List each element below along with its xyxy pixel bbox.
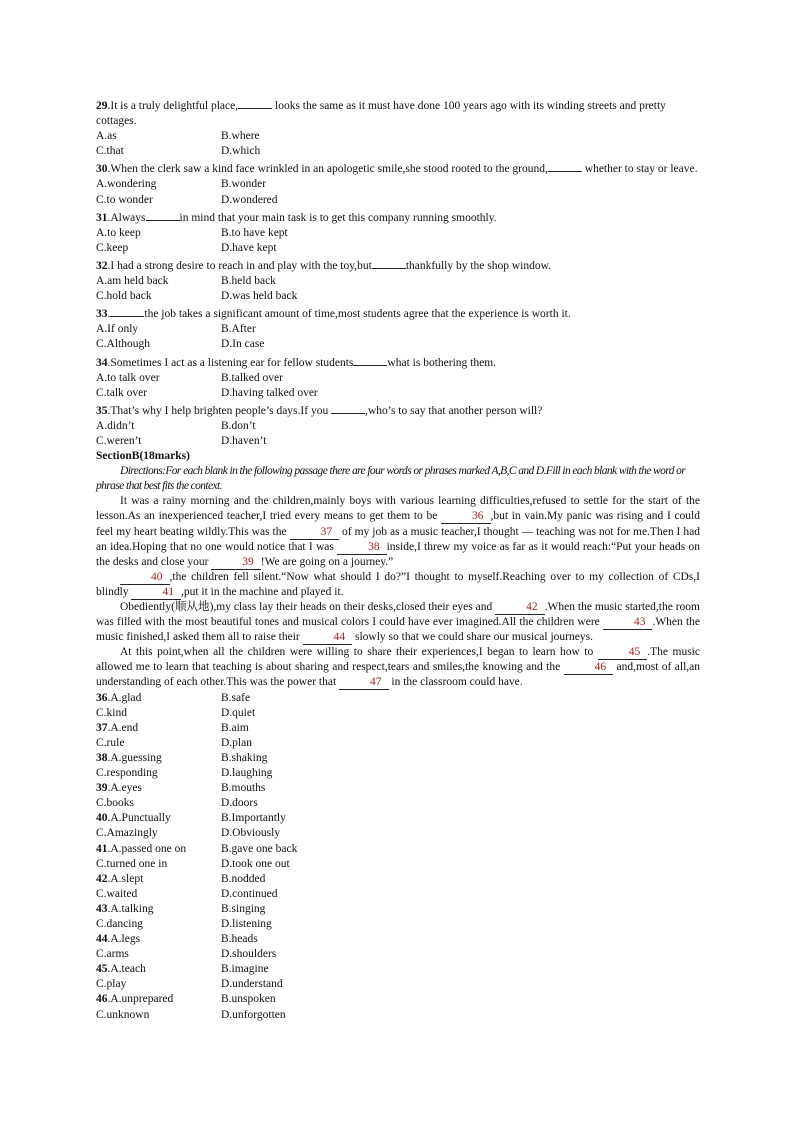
option-c: C.weren’t: [96, 434, 142, 447]
question-number: 31: [96, 211, 108, 224]
item-number: 42: [96, 872, 108, 885]
option-c: C.waited: [96, 887, 138, 900]
option-d: D.shoulders: [221, 948, 277, 961]
option-b: B.wonder: [221, 178, 267, 191]
numbered-blank: 45: [598, 646, 648, 660]
numbered-blank: 43: [603, 616, 653, 630]
option-b: B.don’t: [221, 419, 256, 432]
options-row: 41.A.passed one on B.gave one back: [96, 842, 700, 857]
item-number: 46: [96, 993, 108, 1006]
option-d: D.took one out: [221, 857, 290, 870]
item-number: 37: [96, 721, 108, 734]
option-d: D.unforgotten: [221, 1008, 286, 1021]
option-d: D.quiet: [221, 706, 256, 719]
option-c: C.Although: [96, 338, 150, 351]
options-row: [96, 917, 700, 932]
options-row: [96, 857, 700, 872]
numbered-blank: 40: [120, 571, 170, 585]
options-row: [96, 289, 700, 304]
option-a: A.end: [110, 721, 139, 734]
option-a: A.glad: [110, 691, 142, 704]
options-row: [96, 386, 700, 401]
options-row: 38.A.guessing B.shaking: [96, 751, 700, 766]
option-d: D.having talked over: [221, 386, 318, 399]
numbered-blank: 37: [290, 526, 340, 540]
item-number: 36: [96, 691, 108, 704]
option-b: B.held back: [221, 275, 276, 288]
stem-text: thankfully by the shop window.: [405, 259, 552, 272]
passage-paragraph: At this point,when all the children were willing to share their experiences,I began to learn how to 45 .The music allowed me to learn that teaching is about sharing and respect,tears and smiles,the knowing and the 46 and,most of all,an understanding of each other.This was the power that 47 in the classroom could have.: [96, 646, 700, 689]
options-row: 37.A.end B.aim: [96, 721, 700, 736]
option-c: C.to wonder: [96, 193, 153, 206]
options-row: [96, 434, 700, 449]
option-d: D.listening: [221, 917, 272, 930]
options-row: [96, 706, 700, 721]
options-row: [96, 177, 700, 192]
option-c: C.rule: [96, 736, 125, 749]
stem-text: what is bothering them.: [387, 356, 497, 369]
question-33: [96, 304, 700, 352]
options-row: [96, 977, 700, 992]
option-c: C.books: [96, 797, 135, 810]
option-c: C.Amazingly: [96, 827, 158, 840]
question-34: [96, 353, 700, 401]
option-a: A.slept: [110, 872, 144, 885]
option-c: C.play: [96, 978, 127, 991]
item-number: 39: [96, 782, 108, 795]
answer-blank: [331, 401, 365, 414]
question-35: [96, 401, 700, 449]
option-a: A.Punctually: [110, 812, 171, 825]
stem-text: It is a truly delightful place,: [110, 100, 239, 112]
option-c: C.that: [96, 145, 124, 158]
question-stem: 29.It is a truly delightful place, looks the same as it must have done 100 years ago with its winding streets and pretty cottages.: [96, 96, 700, 129]
options-row: [96, 887, 700, 902]
option-b: B.safe: [221, 691, 251, 704]
stem-text: Sometimes I act as a listening ear for fellow students: [110, 356, 354, 369]
question-number: 30: [96, 163, 108, 176]
option-d: D.wondered: [221, 193, 278, 206]
option-c: C.kind: [96, 706, 127, 719]
option-a: A.eyes: [110, 782, 142, 795]
option-d: D.was held back: [221, 290, 298, 303]
options-row: 40.A.Punctually B.Importantly: [96, 811, 700, 826]
answer-blank: [110, 304, 144, 317]
option-d: D.continued: [221, 887, 278, 900]
item-number: 45: [96, 963, 108, 976]
option-c: C.turned one in: [96, 857, 168, 870]
numbered-blank: 44: [303, 631, 353, 645]
options-row: 46.A.unprepared B.unspoken: [96, 992, 700, 1007]
option-d: D.which: [221, 145, 261, 158]
options-row: [96, 1008, 700, 1023]
options-row: [96, 796, 700, 811]
stem-text: When the clerk saw a kind face wrinkled in an apologetic smile,she stood rooted to the ground,: [110, 163, 548, 176]
item-number: 41: [96, 842, 108, 855]
option-d: D.understand: [221, 978, 283, 991]
options-row: [96, 736, 700, 751]
question-29: [96, 96, 700, 159]
option-a: A.If only: [96, 323, 139, 336]
option-d: D.laughing: [221, 767, 273, 780]
answer-blank: [238, 96, 272, 109]
question-stem: 33. the job takes a significant amount of time,most students agree that the experience is worth it.: [96, 304, 700, 322]
option-a: A.am held back: [96, 275, 169, 288]
option-a: A.unprepared: [110, 993, 174, 1006]
option-b: B.heads: [221, 933, 258, 946]
question-stem: 34.Sometimes I act as a listening ear for fellow students what is bothering them.: [96, 353, 700, 371]
option-b: B.aim: [221, 721, 249, 734]
section-directions: Directions:For each blank in the following passage there are four words or phrases marked A,B,C and D.Fill in each blank with the word or phrase that best fits the context.: [96, 465, 686, 493]
option-d: D.have kept: [221, 241, 277, 254]
option-c: C.responding: [96, 767, 158, 780]
numbered-blank: 42: [495, 601, 545, 615]
options-row: [96, 826, 700, 841]
option-c: C.unknown: [96, 1008, 150, 1021]
options-row: 39.A.eyes B.mouths: [96, 781, 700, 796]
stem-text: in mind that your main task is to get this company running smoothly.: [179, 211, 497, 224]
stem-text: the job takes a significant amount of time,most students agree that the experience is worth it.: [144, 308, 571, 321]
question-30: [96, 159, 700, 207]
option-a: A.teach: [110, 963, 146, 976]
question-31: [96, 208, 700, 256]
option-c: C.hold back: [96, 290, 152, 303]
question-32: [96, 256, 700, 304]
options-row: [96, 226, 700, 241]
option-a: A.passed one on: [110, 842, 187, 855]
item-number: 44: [96, 933, 108, 946]
option-b: B.shaking: [221, 751, 268, 764]
option-b: B.talked over: [221, 371, 283, 384]
question-stem: 35.That’s why I help brighten people’s days.If you ,who’s to say that another person will?: [96, 401, 700, 419]
passage-paragraph: It was a rainy morning and the children,mainly boys with various learning difficulties,refused to settle for the start of the lesson.As an inexperienced teacher,I tried every means to get them to be 36 ,but in vain.My panic was rising and I could feel my heart beating wildly.This was the 37 of my job as a music teacher,I thought — teaching was not for me.Then I had an idea.Hoping that no one would notice that I was 38 inside,I threw my voice as far as it would reach:“Put your heads on the desks and close your 39 !We are going on a journey.”: [96, 495, 700, 568]
options-row: [96, 419, 700, 434]
option-a: A.didn’t: [96, 419, 135, 432]
numbered-blank: 46: [564, 661, 614, 675]
question-number: 35: [96, 404, 108, 417]
options-row: [96, 322, 700, 337]
question-number: 33: [96, 308, 108, 321]
option-b: B.singing: [221, 902, 266, 915]
options-row: [96, 337, 700, 352]
option-b: B.Importantly: [221, 812, 286, 825]
numbered-blank: 38: [337, 541, 387, 555]
option-a: A.as: [96, 130, 117, 143]
option-d: D.Obviously: [221, 827, 281, 840]
stem-text: whether to stay or leave.: [581, 163, 698, 176]
option-d: D.plan: [221, 736, 252, 749]
question-stem: 31.Always in mind that your main task is to get this company running smoothly.: [96, 208, 700, 226]
options-row: [96, 241, 700, 256]
option-b: B.imagine: [221, 963, 269, 976]
option-c: C.arms: [96, 948, 129, 961]
option-a: A.wondering: [96, 178, 157, 191]
numbered-blank: 36: [441, 510, 491, 524]
cloze-options: [96, 691, 700, 1023]
passage-paragraph: 40 ,the children fell silent.“Now what should I do?”I thought to myself.Reaching over to my collection of CDs,I blindly 41 ,put it in the machine and played it.: [96, 570, 700, 598]
option-c: C.talk over: [96, 386, 148, 399]
numbered-blank: 39: [211, 556, 261, 570]
option-c: C.dancing: [96, 917, 143, 930]
stem-text: ,who’s to say that another person will?: [365, 404, 543, 417]
stem-text: I had a strong desire to reach in and play with the toy,but: [110, 259, 372, 272]
question-stem: 32.I had a strong desire to reach in and play with the toy,but thankfully by the shop window.: [96, 256, 700, 274]
option-b: B.mouths: [221, 782, 266, 795]
option-c: C.keep: [96, 241, 129, 254]
stem-text: looks the same as it must have done 100 years ago with its winding streets and pretty cottages.: [96, 100, 666, 128]
options-row: [96, 144, 700, 159]
option-d: D.doors: [221, 797, 258, 810]
options-row: [96, 947, 700, 962]
numbered-blank: 41: [131, 586, 181, 600]
option-b: B.where: [221, 130, 260, 143]
option-a: A.talking: [110, 902, 154, 915]
option-d: D.haven’t: [221, 434, 267, 447]
cloze-passage: [96, 494, 700, 690]
question-stem: 30.When the clerk saw a kind face wrinkled in an apologetic smile,she stood rooted to the ground, whether to stay or leave.: [96, 159, 700, 177]
options-row: 43.A.talking B.singing: [96, 902, 700, 917]
options-row: 44.A.legs B.heads: [96, 932, 700, 947]
options-row: [96, 274, 700, 289]
option-b: B.unspoken: [221, 993, 276, 1006]
stem-text: Always: [110, 211, 146, 224]
options-row: [96, 766, 700, 781]
numbered-blank: 47: [339, 676, 389, 690]
options-row: 36.A.glad B.safe: [96, 691, 700, 706]
options-row: 42.A.slept B.nodded: [96, 872, 700, 887]
passage-paragraph: Obediently(顺从地),my class lay their heads on their desks,closed their eyes and 42 .When the music started,the room was filled with the most beautiful tones and musical colors I could have ever imagined.All the children were 43 .When the music finished,I asked them all to raise their 44 slowly so that we could share our musical journeys.: [96, 601, 701, 644]
option-a: A.guessing: [110, 751, 162, 764]
option-a: A.to keep: [96, 226, 141, 239]
option-d: D.In case: [221, 338, 265, 351]
exam-page: [96, 96, 700, 1023]
options-row: [96, 129, 700, 144]
option-a: A.to talk over: [96, 371, 160, 384]
question-number: 34: [96, 356, 108, 369]
item-number: 38: [96, 751, 108, 764]
answer-blank: [372, 256, 406, 269]
option-b: B.After: [221, 323, 256, 336]
answer-blank: [353, 353, 387, 366]
options-row: 45.A.teach B.imagine: [96, 962, 700, 977]
answer-blank: [146, 208, 180, 221]
option-b: B.to have kept: [221, 226, 288, 239]
option-a: A.legs: [110, 933, 141, 946]
question-number: 32: [96, 259, 108, 272]
question-number: 29: [96, 100, 108, 112]
option-b: B.nodded: [221, 872, 266, 885]
options-row: [96, 193, 700, 208]
stem-text: That’s why I help brighten people’s days.If you: [110, 404, 332, 417]
section-title: SectionB(18marks): [96, 450, 190, 463]
option-b: B.gave one back: [221, 842, 298, 855]
options-row: [96, 371, 700, 386]
item-number: 40: [96, 812, 108, 825]
answer-blank: [548, 159, 582, 172]
item-number: 43: [96, 902, 108, 915]
